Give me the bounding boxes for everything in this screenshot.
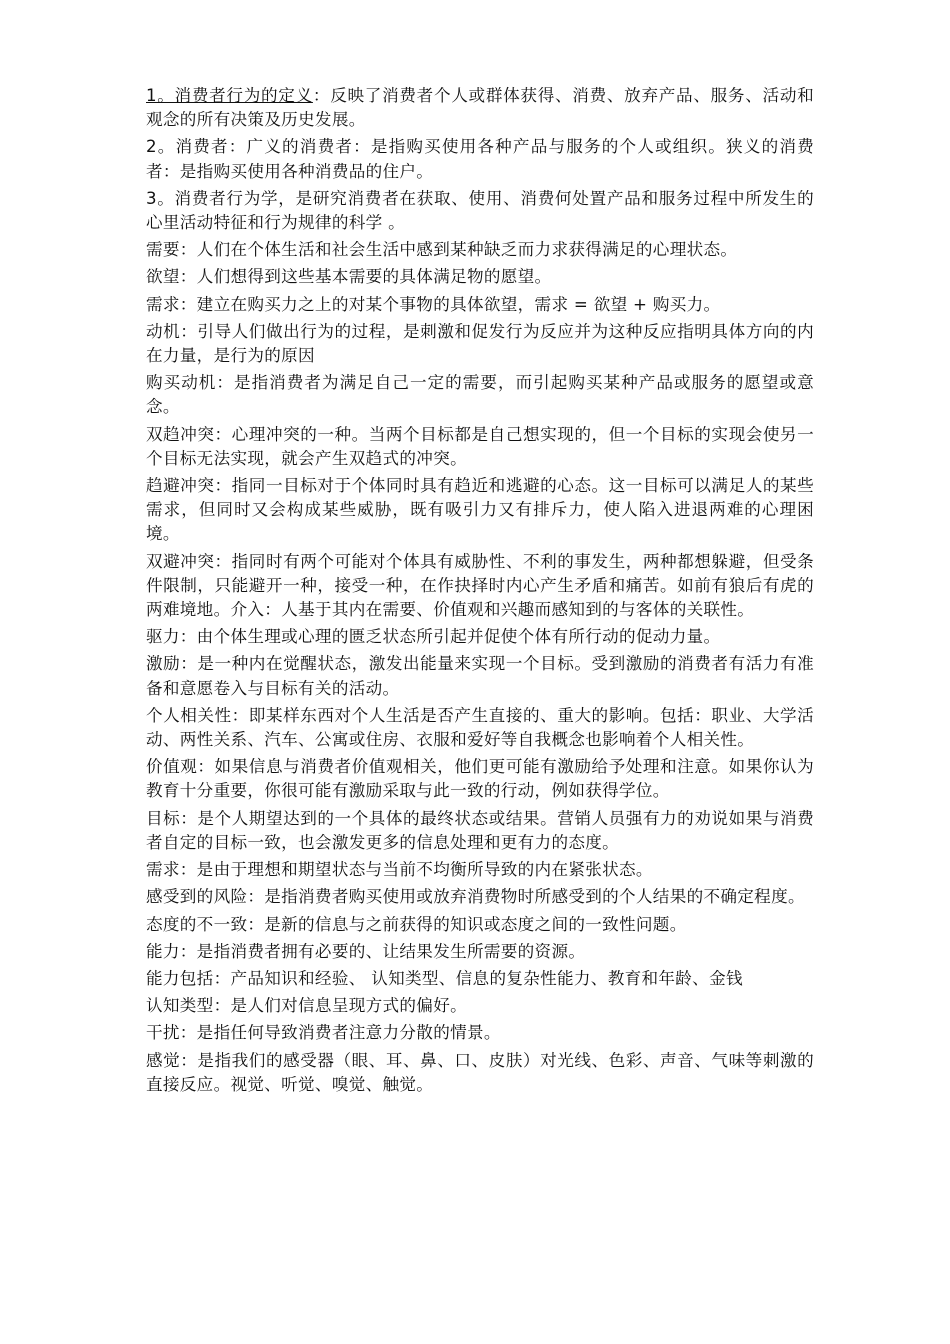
paragraph: 欲望：人们想得到这些基本需要的具体满足物的愿望。	[146, 267, 552, 287]
paragraph: 2。消费者：广义的消费者：是指购买使用各种产品与服务的个人或组织。狭义的消费者：是指购买使用各种消费品的住户。	[146, 137, 814, 181]
definition-text: ：反映了消费者个人或群体获得、消费、放弃产品、服务、活动和观念的所有决策及历史发展。	[146, 86, 815, 130]
paragraph: 干扰：是指任何导致消费者注意力分散的情景。	[146, 1023, 501, 1043]
paragraph: 动机：引导人们做出行为的过程，是刺激和促发行为反应并为这种反应指明具体方向的内在力量，是行为的原因	[146, 321, 814, 366]
paragraph: 需求：是由于理想和期望状态与当前不均衡所导致的内在紧张状态。	[146, 860, 653, 880]
paragraph: 态度的不一致：是新的信息与之前获得的知识或态度之间的一致性问题。	[146, 914, 687, 934]
paragraph-definition	[146, 84, 814, 132]
paragraph: 购买动机：是指消费者为满足自己一定的需要，而引起购买某种产品或服务的愿望或意念。	[146, 373, 814, 417]
paragraph: 目标：是个人期望达到的一个具体的最终状态或结果。营销人员强有力的劝说如果与消费者自定的目标一致，也会激发更多的信息处理和更有力的态度。	[146, 808, 814, 852]
paragraph: 双避冲突：指同时有两个可能对个体具有威胁性、不利的事发生，两种都想躲避，但受条件限制，只能避开一种，接受一种，在作抉择时内心产生矛盾和痛苦。如前有狼后有虎的两难境地。介入：人基于其内在需要、价值观和兴趣而感知到的与客体的关联性。	[146, 551, 814, 620]
paragraph: 感觉：是指我们的感受器（眼、耳、鼻、口、皮肤）对光线、色彩、声音、气味等刺激的直接反应。视觉、听觉、嗅觉、触觉。	[146, 1050, 814, 1094]
paragraph: 双趋冲突：心理冲突的一种。当两个目标都是自己想实现的，但一个目标的实现会使另一个目标无法实现，就会产生双趋式的冲突。	[146, 424, 814, 468]
paragraph: 趋避冲突：指同一目标对于个体同时具有趋近和逃避的心态。这一目标可以满足人的某些需求，但同时又会构成某些威胁，既有吸引力又有排斥力，使人陷入进退两难的心理困境。	[146, 476, 814, 544]
paragraph: 驱力：由个体生理或心理的匮乏状态所引起并促使个体有所行动的促动力量。	[146, 627, 721, 647]
paragraph: 激励：是一种内在觉醒状态，激发出能量来实现一个目标。受到激励的消费者有活力有准备和意愿卷入与目标有关的活动。	[146, 654, 814, 698]
paragraph: 3。消费者行为学，是研究消费者在获取、使用、消费何处置产品和服务过程中所发生的心里活动特征和行为规律的科学 。	[146, 188, 814, 233]
definition-term: 1。消费者行为的定义	[146, 86, 313, 105]
paragraph: 价值观：如果信息与消费者价值观相关，他们更可能有激励给予处理和注意。如果你认为教育十分重要，你很可能有激励采取与此一致的行动，例如获得学位。	[146, 757, 814, 801]
paragraph: 认知类型：是人们对信息呈现方式的偏好。	[146, 996, 467, 1016]
paragraph: 需要：人们在个体生活和社会生活中感到某种缺乏而力求获得满足的心理状态。	[146, 240, 738, 260]
paragraph: 能力：是指消费者拥有必要的、让结果发生所需要的资源。	[146, 941, 586, 961]
paragraph: 感受到的风险：是指消费者购买使用或放弃消费物时所感受到的个人结果的不确定程度。	[146, 887, 805, 907]
paragraph: 个人相关性：即某样东西对个人生活是否产生直接的、重大的影响。包括：职业、大学活动、两性关系、汽车、公寓或住房、衣服和爱好等自我概念也影响着个人相关性。	[146, 705, 814, 750]
paragraph: 需求：建立在购买力之上的对某个事物的具体欲望，需求 = 欲望 + 购买力。	[146, 294, 721, 314]
document-body	[146, 84, 814, 1100]
paragraph: 能力包括：产品知识和经验、 认知类型、信息的复杂性能力、教育和年龄、金钱	[146, 968, 743, 988]
